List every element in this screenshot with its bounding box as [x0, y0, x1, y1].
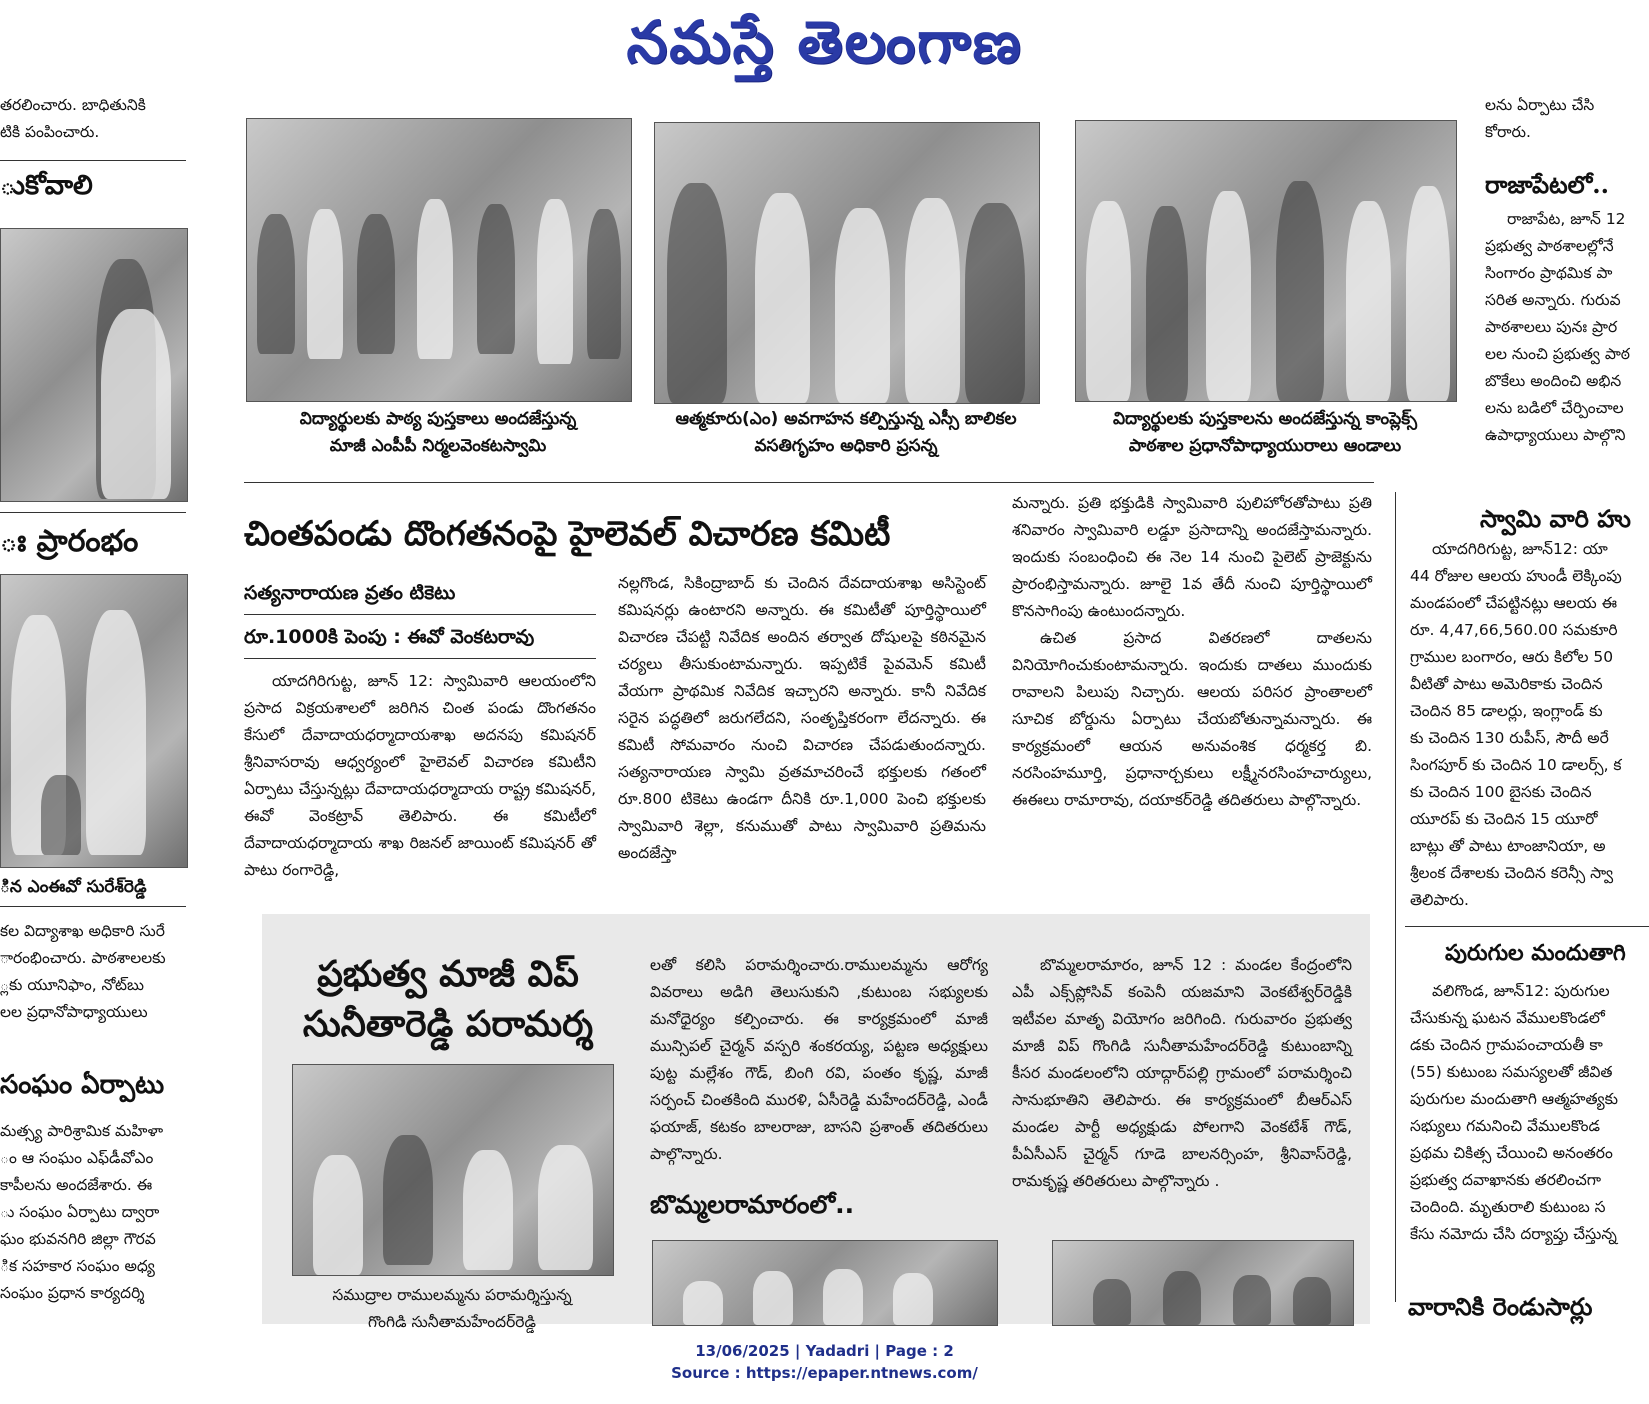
- right-body-1: రాజాపేట, జూన్ 12 ప్రభుత్వ పాఠశాలల్లోనే సింగారం ప్రాథమిక పా సరిత అన్నారు. గురువ పాఠశాలలు పునః ప్రార లల నుంచి ప్రభుత్వ పాఠ బొకేలు అందించి అభిన లను బడిలో చేర్పించాల ఉపాధ్యాయులు పాల్గొని: [1485, 210, 1630, 444]
- footer-source-line: Source : https://epaper.ntnews.com/: [671, 1364, 978, 1382]
- main-story-col-1: యాదగిరిగుట్ట, జూన్ 12: స్వామివారి ఆలయంలోని ప్రసాద విక్రయశాలలో జరిగిన చింత పండు దొంగతనం కేసులో దేవాదాయధర్మాదాయశాఖ అదనపు కమిషనర్ శ్రీనివాసరావు ఆధ్వర్యంలో హైలెవల్ విచారణ కమిటీని ఏర్పాటు చేస్తున్నట్లు దేవాదాయధర్మాదాయ రాష్ట్ర కమిషనర్, ఈవో వెంకట్రావ్ తెలిపారు. ఈ కమిటీలో దేవాదాయధర్మాదాయ శాఖ రిజనల్ జాయింట్ కమిషనర్ తో పాటు రంగారెడ్డి,: [244, 672, 596, 879]
- divider: [0, 160, 186, 161]
- divider: [0, 906, 186, 907]
- main-subhead-2: రూ.1000కి పెంపు : ఈవో వెంకటరావు: [244, 626, 535, 648]
- footer: [0, 1340, 1649, 1384]
- photo-book-distribution-caption: విద్యార్థులకు పాఠ్య పుస్తకాలు అందజేస్తున్న మాజీ ఎంపీపీ నిర్మలవెంకటస్వామి: [299, 409, 577, 456]
- right-headline-3: పురుగుల మందుతాగి: [1445, 940, 1626, 966]
- photo-awareness-caption: ఆత్మకూరు(ఎం) అవగాహన కల్పిస్తున్న ఎస్సీ బాలికల వసతిగృహం అధికారి ప్రసన్న: [675, 409, 1017, 456]
- divider: [0, 512, 186, 513]
- right-headline-2: స్వామి వారి హు: [1480, 504, 1631, 533]
- right-headline-4: వారానికి రెండుసార్లు: [1408, 1292, 1593, 1321]
- main-subhead-1: సత్యనారాయణ వ్రతం టికెటు: [244, 582, 456, 604]
- visit-photo: [292, 1064, 614, 1276]
- photo-book-distribution: [246, 118, 632, 402]
- bommalaramaram-photo-1: [652, 1240, 998, 1326]
- visit-story-col-1: లతో కలిసి పరామర్శించారు.రాములమ్మను ఆరోగ్య వివరాలు అడిగి తెలుసుకుని ,కుటుంబ సభ్యులకు మనోధైర్యం కల్పించారు. ఈ కార్యక్రమంలో మాజీ మున్సిపల్ చైర్మన్ వస్పరి శంకరయ్య, పట్టణ అధ్యక్షులు పుట్ట మల్లేశం గౌడ్, బింగి రవి, పంతం కృష్ణ, మాజీ సర్పంచ్ చింతకింది మురళి, ఏసీరెడ్డి మహేందర్‌రెడ్డి, ఎండీ ఫయాజ్, కటకం బాలరాజు, బాసని ప్రశాంత్ తదితరులు పాల్గొన్నారు.: [650, 956, 988, 1163]
- left-headline-3: సంఘం ఏర్పాటు: [0, 1070, 165, 1100]
- photo-complex-school-caption: విద్యార్థులకు పుస్తకాలను అందజేస్తున్న కాంప్లెక్స్ పాఠశాల ప్రధానోపాధ్యాయురాలు ఆండాలు: [1112, 409, 1418, 456]
- left-photo-2: [0, 574, 188, 868]
- visit-subhead: బొమ్మలరామారంలో..: [650, 1190, 855, 1219]
- right-body-2: యాదగిరిగుట్ట, జూన్12: యా 44 రోజుల ఆలయ హుండీ లెక్కింపు మండపంలో చేపట్టినట్లు ఆలయ ఈ రూ. 4,47,66,560.00 సమకూరి గ్రాముల బంగారం, ఆరు కిలోల 50 వీటితో పాటు అమెరికాకు చెందిన చెందిన 85 డాలర్లు, ఇంగ్లాండ్ కు కు చెందిన 130 రుపీస్, సౌదీ అరే సింగపూర్ కు చెందిన 10 డాలర్స్, క కు చెందిన 100 బైసకు చెందిన యూరప్ కు చెందిన 15 యూరో బాట్లు తో పాటు టాంజానియా, అ శ్రీలంక దేశాలకు చెందిన కరెన్సీ స్వా తెలిపారు.: [1410, 540, 1622, 909]
- divider: [244, 658, 596, 659]
- divider: [244, 614, 596, 615]
- main-story-col-3: మన్నారు. ప్రతి భక్తుడికి స్వామివారి పులిహోరతోపాటు ప్రతి శనివారం స్వామివారి లడ్డూ ప్రసాదాన్ని అందజేస్తామన్నారు. ఇందుకు సంబంధించి ఈ నెల 14 నుంచి పైలెట్ ప్రాజెక్టును ప్రారంభిస్తామన్నారు. జూలై 1వ తేదీ నుంచి పూర్తిస్థాయిలో కొనసాగింపు ఉంటుందన్నారు. ఉచిత ప్రసాద వితరణలో దాతలను వినియోగించుకుంటామన్నారు. ఇందుకు దాతలు ముందుకు రావాలని పిలుపు నిచ్చారు. ఆలయ పరిసర ప్రాంతాలలో సూచిక బోర్డును ఏర్పాటు చేయబోతున్నామన్నారు. ఈ కార్యక్రమంలో ఆయన అనువంశిక ధర్మకర్త బి. నరసింహమూర్తి, ప్రధానార్చకులు లక్ష్మీనరసింహచార్యులు, ఈఈలు రామారావు, దయాకర్‌రెడ్డి తదితరులు పాల్గొన్నారు.: [1012, 494, 1372, 809]
- photo-awareness: [654, 122, 1040, 404]
- left-headline-2: ః ప్రారంభం: [0, 524, 139, 559]
- visit-headline-line-1: ప్రభుత్వ మాజీ విప్: [317, 953, 579, 995]
- right-headline-1: రాజాపేటలో..: [1485, 170, 1610, 199]
- left-mid-text: కల విద్యాశాఖ అధికారి సురే ారంభించారు. పాఠశాలలకు ్లకు యూనిఫాం, నోట్‌బు లల ప్రధానోపాధ్యాయులు: [0, 922, 166, 1021]
- divider: [244, 482, 1374, 483]
- main-story-col-2: నల్లగొండ, సికింద్రాబాద్ కు చెందిన దేవదాయశాఖ అసిస్టెంట్ కమిషనర్లు ఉంటారని అన్నారు. ఈ కమిటీతో పూర్తిస్థాయిలో విచారణ చేపట్టి నివేదిక అందిన తర్వాత దోషులపై కఠినమైన చర్యలు తీసుకుంటామన్నారు. ఇప్పటికే పైవమెన్ కమిటీ వేయగా ప్రాథమిక నివేదిక ఇచ్చారని అన్నారు. కానీ నివేదిక సరైన పద్ధతిలో జరుగలేదని, సంతృప్తికరంగా లేదన్నారు. ఈ కమిటీ సోమవారం నుంచి విచారణ చేపడుతుందన్నారు. సత్యనారాయణ స్వామి వ్రతమాచరించే భక్తులకు గతంలో రూ.800 టికెటు ఉండగా దీనికి రూ.1,000 పెంచి భక్తులకు స్వామివారి శెల్లా, కనుముతో పాటు స్వామివారి ప్రతిమను అందజేస్తా: [618, 574, 986, 862]
- visit-story-col-2: బొమ్మలరామారం, జూన్ 12 : మండల కేంద్రంలోని ఎపీ ఎక్స్‌ప్లోసివ్ కంపెనీ యజమాని వెంకటేశ్వర్‌రెడ్డికి ఇటీవల మాతృ వియోగం జరిగింది. గురువారం ప్రభుత్వ మాజీ విప్ గొంగిడి సునీతామహేందర్‌రెడ్డి కుటుంబాన్ని కీసర మండలంలోని యాద్గార్‌పల్లి గ్రామంలో పరామర్శించి సానుభూతిని తెలిపారు. ఈ కార్యక్రమంలో బీఆర్ఎస్ మండల పార్టీ అధ్యక్షుడు పోలగాని వెంకటేశ్ గౌడ్, పీఏసీఎస్ చైర్మన్ గూడె బాలనర్సింహ, శ్రీనివాస్‌రెడ్డి, రామకృష్ణ తరితరులు పాల్గొన్నారు .: [1012, 956, 1352, 1190]
- left-photo-caption: ిన ఎంఈవో సురేశ్‌రెడ్డి: [0, 877, 147, 897]
- main-headline: చింతపండు దొంగతనంపై హైలెవల్ విచారణ కమిటీ: [244, 514, 891, 554]
- divider: [1395, 492, 1396, 1302]
- right-body-3: వలిగొండ, జూన్12: పురుగుల చేసుకున్న ఘటన వేములకొండలో డకు చెందిన గ్రామపంచాయతీ కా (55) కుటుంబ సమస్యలతో జీవిత పురుగుల మందుతాగి ఆత్మహత్యకు సభ్యులు గమనించి వేములకొండ ప్రథమ చికిత్స చేయించి అనంతరం ప్రభుత్వ దవాఖానకు తరలించగా చెందింది. మృతురాలి కుటుంబ స కేసు నమోదు చేసి దర్యాప్తు చేస్తున్న: [1410, 982, 1619, 1243]
- left-photo-1: [0, 228, 188, 502]
- masthead-title: నమస్తే తెలంగాణ: [626, 8, 1023, 76]
- bommalaramaram-photo-2: [1052, 1240, 1354, 1326]
- right-top-text: లను ఏర్పాటు చేసి కోరారు.: [1485, 96, 1595, 141]
- divider: [1405, 926, 1649, 927]
- visit-photo-caption: సముద్రాల రాములమ్మను పరామర్శిస్తున్న: [332, 1286, 572, 1304]
- left-top-text: తరలించారు. బాధితునికి టికి పంపించారు.: [0, 96, 146, 141]
- photo-complex-school: [1075, 120, 1457, 402]
- left-bottom-text: మత్స్య పారిశ్రామిక మహిళా ం ఆ సంఘం ఎఫ్‌డీవోఎం కాపీలను అందజేశారు. ఈ ు సంఘం ఏర్పాటు ద్వారా ఘం భువనగిరి జిల్లా గౌరవ ిక సహకార సంఘం అధ్య సంఘం ప్రధాన కార్యదర్శి: [0, 1122, 164, 1302]
- left-headline-1: ుకోవాలి: [0, 170, 93, 201]
- visit-headline-line-2: సునీతారెడ్డి పరామర్శ: [302, 1003, 594, 1045]
- footer-date-line: 13/06/2025 | Yadadri | Page : 2: [695, 1342, 954, 1360]
